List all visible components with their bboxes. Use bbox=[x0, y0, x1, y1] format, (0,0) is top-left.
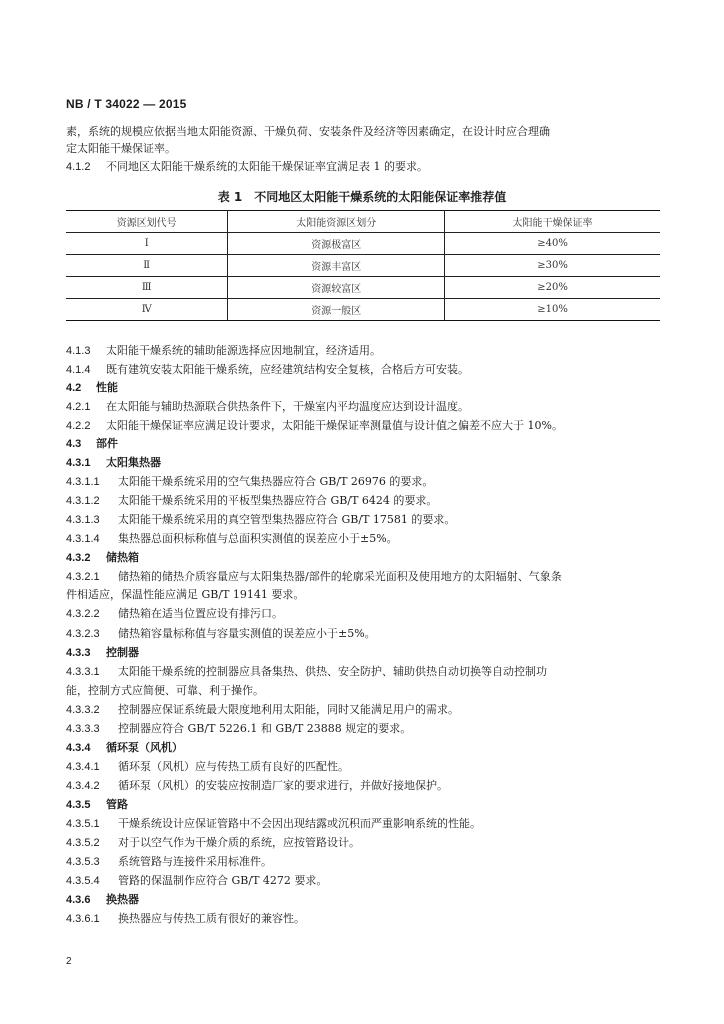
clause-4-3-2-1 bbox=[66, 570, 562, 584]
clause-text: 循环泵（风机）的安装应按制造厂家的要求进行，并做好接地保护。 bbox=[118, 779, 448, 792]
clause-4-3-3-1-continued: 能，控制方式应简便、可靠、利于操作。 bbox=[66, 684, 264, 697]
section-number: 4.2 bbox=[66, 382, 82, 394]
clause-number: 4.1.3 bbox=[66, 345, 91, 357]
clause-number: 4.3.1.4 bbox=[66, 533, 100, 545]
clause-text: 太阳能干燥系统采用的空气集热器应符合 GB/T 26976 的要求。 bbox=[118, 475, 434, 488]
clause-4-3-1-1 bbox=[66, 475, 433, 489]
clause-text-line-1: 储热箱的储热介质容量应与太阳集热器/部件的轮廓采光面积及使用地方的太阳辐射、气象条 bbox=[118, 570, 562, 583]
clause-text: 干燥系统设计应保证管路中不会因出现结露或沉积而严重影响系统的性能。 bbox=[118, 817, 481, 830]
clause-4-3-5-2 bbox=[66, 836, 360, 850]
section-title: 循环泵（风机） bbox=[106, 741, 183, 754]
zone-class-cell: 资源较富区 bbox=[228, 277, 445, 299]
section-number: 4.3.5 bbox=[66, 799, 91, 811]
table-row bbox=[66, 277, 660, 299]
guarantee-rate-cell: ≥30% bbox=[445, 255, 660, 277]
clause-4-3-4-1 bbox=[66, 760, 349, 774]
section-4-3-1-heading bbox=[66, 456, 161, 470]
clause-text: 控制器应符合 GB/T 5226.1 和 GB/T 23888 规定的要求。 bbox=[118, 722, 412, 735]
clause-number: 4.3.1.3 bbox=[66, 514, 100, 526]
clause-4-3-4-2 bbox=[66, 779, 448, 793]
header-zone-code: 资源区划代号 bbox=[66, 211, 228, 233]
clause-text: 太阳能干燥系统采用的真空管型集热器应符合 GB/T 17581 的要求。 bbox=[118, 513, 456, 526]
clause-text: 集热器总面积标称值与总面积实测值的误差应小于±5%。 bbox=[118, 532, 398, 545]
section-title: 部件 bbox=[96, 437, 118, 450]
section-title: 控制器 bbox=[106, 646, 139, 659]
guarantee-rate-cell: ≥10% bbox=[445, 299, 660, 321]
clause-4-3-3-2 bbox=[66, 703, 459, 717]
guarantee-rate-cell: ≥20% bbox=[445, 277, 660, 299]
header-guarantee-rate: 太阳能干燥保证率 bbox=[445, 211, 660, 233]
clause-4-3-2-2 bbox=[66, 607, 283, 621]
clause-number: 4.2.2 bbox=[66, 420, 91, 432]
clause-text: 控制器应保证系统最大限度地利用太阳能，同时又能满足用户的需求。 bbox=[118, 703, 459, 716]
clause-number: 4.3.3.3 bbox=[66, 723, 100, 735]
zone-code-cell: Ⅲ bbox=[66, 277, 228, 299]
clause-number: 4.3.3.2 bbox=[66, 704, 100, 716]
intro-line-2: 定太阳能干燥保证率。 bbox=[66, 142, 176, 155]
section-title: 储热箱 bbox=[106, 551, 139, 564]
clause-number: 4.1.4 bbox=[66, 364, 91, 376]
clause-number: 4.3.2.3 bbox=[66, 628, 100, 640]
section-4-3-heading bbox=[66, 437, 118, 451]
clause-text: 系统管路与连接件采用标准件。 bbox=[118, 855, 272, 868]
clause-text: 循环泵（风机）应与传热工质有良好的匹配性。 bbox=[118, 760, 349, 773]
table-row bbox=[66, 233, 660, 255]
section-number: 4.3.2 bbox=[66, 552, 91, 564]
section-number: 4.3.3 bbox=[66, 647, 91, 659]
clause-number: 4.3.2.1 bbox=[66, 571, 100, 583]
intro-line-1: 素，系统的规模应依据当地太阳能资源、干燥负荷、安装条件及经济等因素确定，在设计时应合理确 bbox=[66, 125, 550, 138]
zone-code-cell: Ⅰ bbox=[66, 233, 228, 255]
clause-number: 4.3.4.1 bbox=[66, 761, 100, 773]
section-title: 性能 bbox=[96, 381, 118, 394]
section-4-3-2-heading bbox=[66, 551, 139, 565]
clause-text: 换热器应与传热工质有很好的兼容性。 bbox=[118, 912, 305, 925]
solar-guarantee-table bbox=[66, 210, 660, 321]
zone-class-cell: 资源丰富区 bbox=[228, 255, 445, 277]
clause-4-3-1-4 bbox=[66, 532, 398, 546]
clause-number: 4.2.1 bbox=[66, 401, 91, 413]
clause-text: 太阳能干燥保证率应满足设计要求，太阳能干燥保证率测量值与设计值之偏差不应大于 10%。 bbox=[106, 419, 563, 432]
clause-4-2-2 bbox=[66, 419, 563, 433]
clause-4-3-3-1 bbox=[66, 665, 547, 679]
clause-text: 储热箱在适当位置应设有排污口。 bbox=[118, 607, 283, 620]
zone-code-cell: Ⅳ bbox=[66, 299, 228, 321]
section-number: 4.3 bbox=[66, 438, 82, 450]
clause-4-3-6-1 bbox=[66, 912, 305, 926]
clause-number: 4.3.5.4 bbox=[66, 875, 100, 887]
table-row bbox=[66, 299, 660, 321]
clause-4-3-3-3 bbox=[66, 722, 411, 736]
clause-4-1-3 bbox=[66, 344, 381, 358]
clause-number: 4.3.5.1 bbox=[66, 818, 100, 830]
zone-code-cell: Ⅱ bbox=[66, 255, 228, 277]
section-title: 太阳集热器 bbox=[106, 456, 161, 469]
section-4-3-6-heading bbox=[66, 893, 139, 907]
clause-text-line-1: 太阳能干燥系统的控制器应具备集热、供热、安全防护、辅助供热自动切换等自动控制功 bbox=[118, 665, 547, 678]
header-zone-class: 太阳能资源区划分 bbox=[228, 211, 445, 233]
clause-4-3-1-3 bbox=[66, 513, 455, 527]
clause-number: 4.3.6.1 bbox=[66, 913, 100, 925]
table-row bbox=[66, 255, 660, 277]
clause-text: 不同地区太阳能干燥系统的太阳能干燥保证率宜满足表 1 的要求。 bbox=[106, 160, 428, 173]
section-number: 4.3.1 bbox=[66, 457, 91, 469]
clause-text: 太阳能干燥系统的辅助能源选择应因地制宜，经济适用。 bbox=[106, 344, 381, 357]
clause-number: 4.3.3.1 bbox=[66, 666, 100, 678]
section-title: 换热器 bbox=[106, 893, 139, 906]
clause-number: 4.1.2 bbox=[66, 161, 91, 173]
clause-4-3-2-3 bbox=[66, 627, 376, 641]
table-header-row bbox=[66, 211, 660, 233]
page-number: 2 bbox=[66, 956, 72, 967]
clause-number: 4.3.5.3 bbox=[66, 856, 100, 868]
clause-number: 4.3.4.2 bbox=[66, 780, 100, 792]
clause-4-3-5-3 bbox=[66, 855, 272, 869]
section-4-3-3-heading bbox=[66, 646, 139, 660]
clause-number: 4.3.1.2 bbox=[66, 495, 100, 507]
guarantee-rate-cell: ≥40% bbox=[445, 233, 660, 255]
clause-text: 太阳能干燥系统采用的平板型集热器应符合 GB/T 6424 的要求。 bbox=[118, 494, 438, 507]
clause-number: 4.3.1.1 bbox=[66, 476, 100, 488]
section-4-2-heading bbox=[66, 381, 118, 395]
clause-number: 4.3.2.2 bbox=[66, 608, 100, 620]
clause-4-1-2 bbox=[66, 160, 428, 174]
clause-4-1-4 bbox=[66, 363, 469, 377]
section-4-3-5-heading bbox=[66, 798, 128, 812]
clause-text: 对于以空气作为干燥介质的系统，应按管路设计。 bbox=[118, 836, 360, 849]
section-number: 4.3.6 bbox=[66, 894, 91, 906]
clause-4-2-1 bbox=[66, 400, 469, 414]
section-number: 4.3.4 bbox=[66, 742, 91, 754]
section-4-3-4-heading bbox=[66, 741, 183, 755]
section-title: 管路 bbox=[106, 798, 128, 811]
clause-number: 4.3.5.2 bbox=[66, 837, 100, 849]
clause-4-3-5-4 bbox=[66, 874, 327, 888]
zone-class-cell: 资源一般区 bbox=[228, 299, 445, 321]
clause-4-3-5-1 bbox=[66, 817, 481, 831]
clause-4-3-2-1-continued: 件相适应，保温性能应满足 GB/T 19141 要求。 bbox=[66, 588, 305, 601]
clause-text: 储热箱容量标称值与容量实测值的误差应小于±5%。 bbox=[118, 627, 376, 640]
clause-text: 既有建筑安装太阳能干燥系统，应经建筑结构安全复核，合格后方可安装。 bbox=[106, 363, 469, 376]
table-caption: 表 1 不同地区太阳能干燥系统的太阳能保证率推荐值 bbox=[217, 190, 507, 204]
clause-text: 在太阳能与辅助热源联合供热条件下，干燥室内平均温度应达到设计温度。 bbox=[106, 400, 469, 413]
clause-text: 管路的保温制作应符合 GB/T 4272 要求。 bbox=[118, 874, 328, 887]
zone-class-cell: 资源极富区 bbox=[228, 233, 445, 255]
standard-code-header: NB / T 34022 — 2015 bbox=[66, 97, 187, 111]
clause-4-3-1-2 bbox=[66, 494, 437, 508]
